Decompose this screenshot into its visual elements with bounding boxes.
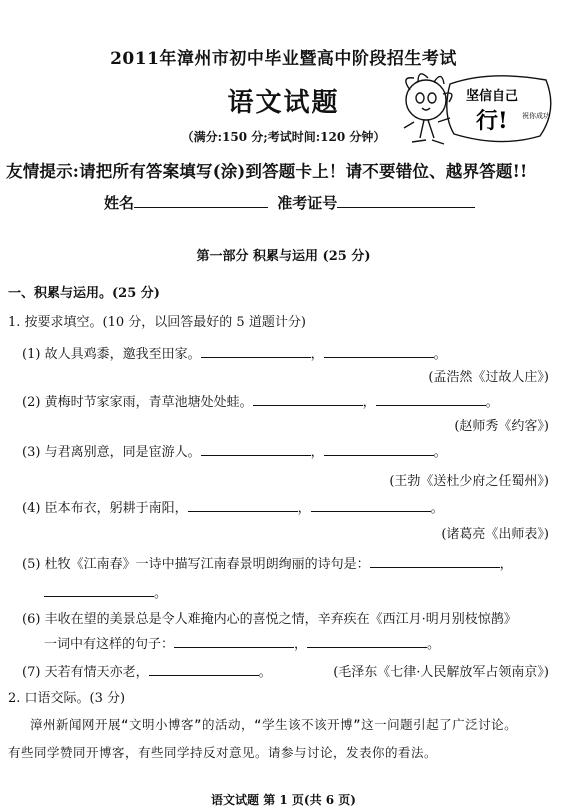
answer-blank[interactable] — [201, 444, 311, 456]
mascot-text-small: 祝你成功 — [522, 112, 550, 120]
mascot-text-big: 行! — [476, 108, 508, 134]
answer-blank[interactable] — [44, 585, 154, 597]
question-1-intro: 1. 按要求填空。(10 分，以回答最好的 5 道题计分) — [8, 315, 306, 330]
exam-subject: 语文试题 — [227, 88, 340, 118]
question-source: (毛泽东《七律·人民解放军占领南京》) — [333, 665, 549, 680]
name-blank[interactable] — [134, 195, 268, 208]
mascot-text-top: 坚信自己 — [466, 89, 519, 104]
answer-blank[interactable] — [174, 636, 294, 648]
question-source: (诸葛亮《出师表》) — [441, 527, 549, 542]
question-item-6: (6) 丰收在望的美景总是令人难掩内心的喜悦之情，辛弃疾在《西江月·明月别枝惊鹊》 — [22, 612, 517, 627]
part-title: 第一部分 积累与运用 (25 分) — [196, 249, 371, 264]
question-item-2: (2) 黄梅时节家家雨，青草池塘处处蛙。 ， 。 — [22, 395, 499, 410]
answer-blank[interactable] — [324, 346, 434, 358]
answer-blank[interactable] — [370, 556, 500, 568]
question-item-5-cont: 。 — [44, 582, 167, 601]
question-source: (赵师秀《约客》) — [454, 419, 549, 434]
answer-blank[interactable] — [149, 664, 259, 676]
question-item-7: (7) 天若有情天亦老， 。 — [22, 665, 272, 680]
question-2-intro: 2. 口语交际。(3 分) — [8, 691, 126, 706]
exam-title: 2011年漳州市初中毕业暨高中阶段招生考试 — [110, 49, 457, 69]
mascot-logo — [388, 70, 558, 162]
page-footer: 语文试题 第 1 页(共 6 页) — [211, 793, 356, 807]
answer-blank[interactable] — [188, 500, 298, 512]
question-2-para-2: 有些同学赞同开博客，有些同学持反对意见。请参与讨论，发表你的看法。 — [8, 745, 438, 760]
question-item-4: (4) 臣本布衣，躬耕于南阳， ， 。 — [22, 501, 444, 516]
answer-blank[interactable] — [311, 500, 431, 512]
name-label: 姓名 — [104, 194, 135, 212]
question-item-1: (1) 故人具鸡黍，邀我至田家。 ， 。 — [22, 347, 447, 362]
question-2-para-1: 漳州新闻网开展“文明小博客”的活动，“学生该不该开博”这一问题引起了广泛讨论。 — [30, 717, 518, 732]
answer-blank[interactable] — [307, 636, 427, 648]
answer-blank[interactable] — [376, 394, 486, 406]
id-blank[interactable] — [337, 195, 475, 208]
answer-blank[interactable] — [253, 394, 363, 406]
question-source: (孟浩然《过故人庄》) — [428, 370, 549, 385]
id-label: 准考证号 — [277, 194, 338, 212]
name-field — [104, 192, 475, 213]
question-item-3: (3) 与君离别意，同是宦游人。 ， 。 — [22, 445, 447, 460]
friendly-tip: 友情提示:请把所有答案填写(涂)到答题卡上！请不要错位、越界答题!! — [6, 162, 528, 181]
question-item-6-cont: 一词中有这样的句子： ， 。 — [44, 637, 441, 652]
section-title: 一、积累与运用。(25 分) — [8, 286, 160, 301]
answer-blank[interactable] — [201, 346, 311, 358]
question-source: (王勃《送杜少府之任蜀州》) — [389, 474, 549, 489]
question-item-5: (5) 杜牧《江南春》一诗中描写江南春景明朗绚丽的诗句是： ， — [22, 557, 513, 572]
exam-meta: （满分:150 分;考试时间:120 分钟） — [181, 130, 386, 144]
answer-blank[interactable] — [324, 444, 434, 456]
